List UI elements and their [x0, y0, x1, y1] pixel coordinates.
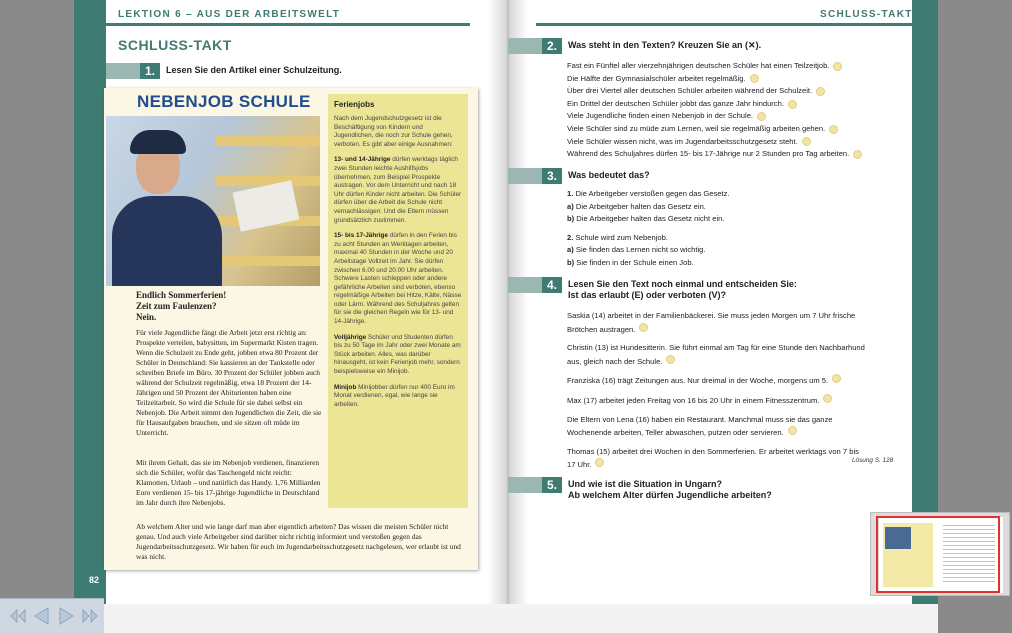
ferienjobs-item-4: Minijob Minijobber dürfen nur 400 Euro im Monat verdienen, egal, wie lange sie arbeiten. — [334, 383, 455, 408]
left-teal-border — [74, 0, 106, 604]
question-1: 1. Die Arbeitgeber verstoßen gegen das Gesetz. — [567, 189, 730, 198]
article-lede: Endlich Sommerferien! Zeit zum Faulenzen? Nein. — [136, 290, 227, 322]
answer-circle[interactable] — [750, 74, 759, 83]
answer-circle[interactable] — [788, 426, 797, 435]
list-item: Christin (13) ist Hundesitterin. Sie führt einmal am Tag für eine Stunde den Nachbarhund aus, gleich nach der Schule. — [567, 343, 865, 366]
answer-circle[interactable] — [639, 323, 648, 332]
next-page-icon[interactable] — [56, 606, 76, 626]
task-4-list — [567, 310, 867, 472]
task-1-text: Lesen Sie den Artikel einer Schulzeitung. — [166, 65, 342, 75]
list-item: Saskia (14) arbeitet in der Familienbäckerei. Sie muss jeden Morgen um 7 Uhr frische Brötchen austragen. — [567, 311, 856, 334]
answer-circle[interactable] — [595, 458, 604, 467]
task-3-text: Was bedeutet das? — [568, 170, 650, 180]
list-item: Fast ein Fünftel aller vierzehnjährigen deutschen Schüler hat einen Teilzeitjob. — [567, 60, 862, 73]
answer-b: b) Die Arbeitgeber halten das Gesetz nicht ein. — [567, 214, 725, 224]
answer-circle[interactable] — [823, 394, 832, 403]
ferienjobs-intro: Nach dem Jugendschutzgesetz ist die Beschäftigung von Kindern und Jugendlichen, die noch zur Schule gehen, verboten. Es gibt aber einige Ausnahmen: — [334, 115, 453, 148]
question-2: 2. Schule wird zum Nebenjob. — [567, 232, 668, 242]
task-4-number: 4. — [542, 277, 562, 293]
list-item: Thomas (15) arbeitet drei Wochen in den Sommerferien. Er arbeitet werktags von 7 bis 17 Uhr. — [567, 446, 859, 470]
article-title: NEBENJOB SCHULE — [137, 92, 311, 111]
answer-a: a) Die Arbeitgeber halten das Gesetz ein. — [567, 201, 706, 211]
task-1 — [106, 63, 342, 79]
task-5 — [508, 477, 772, 501]
task-1-number: 1. — [140, 63, 160, 79]
task-4 — [508, 277, 797, 301]
article — [104, 88, 478, 570]
list-item: Viele Schüler wissen nicht, was im Jugendarbeitsschutzgesetz steht. — [567, 136, 862, 149]
answer-circle[interactable] — [816, 87, 825, 96]
left-running-head: LEKTION 6 – AUS DER ARBEITSWELT — [118, 9, 341, 20]
task-4-text: Lesen Sie den Text noch einmal und entscheiden Sie: Ist das erlaubt (E) oder verboten (V)? — [568, 279, 797, 300]
list-item: Die Hälfte der Gymnasialschüler arbeitet regelmäßig. — [567, 73, 862, 86]
ferienjobs-item-2: 15- bis 17-Jährige dürfen in den Ferien bis zu acht Stunden an Werktagen arbeiten, maximal 40 Stunden in der Woche und 20 Arbeitstage Vollzeit im Jahr. Sie dürfen zwischen 6.00 und 20.00 Uhr arbeiten. Schwere Lasten schleppen oder andere gefährliche Arbeiten sind verboten, ebenso regelmäßige Arbeiten bei Hitze, Kälte, Nässe oder Lärm. Während des Schuljahres gelten für sie die gleichen Regeln wie für 13- und 14-Jährige. — [334, 232, 462, 326]
article-photo — [106, 116, 320, 286]
list-item: Die Eltern von Lena (16) haben ein Restaurant. Manchmal muss sie das ganze Wochenende arbeiten, Teller abwaschen, putzen oder servieren. — [567, 414, 833, 438]
list-item: Max (17) arbeitet jeden Freitag von 16 bis 20 Uhr in einem Fitnesszentrum. — [567, 394, 867, 408]
answer-circle[interactable] — [829, 125, 838, 134]
task-3-number: 3. — [542, 168, 562, 184]
answer-circle[interactable] — [788, 100, 797, 109]
task-2-number: 2. — [542, 38, 562, 54]
answer-circle[interactable] — [853, 150, 862, 159]
ferienjobs-title: Ferienjobs — [334, 100, 375, 109]
answer-circle[interactable] — [832, 374, 841, 383]
list-item: Ein Drittel der deutschen Schüler jobbt das ganze Jahr hindurch. — [567, 98, 862, 111]
list-item: Viele Schüler sind zu müde zum Lernen, weil sie regelmäßig arbeiten gehen. — [567, 123, 862, 136]
answer-circle[interactable] — [666, 355, 675, 364]
list-item: Franziska (16) trägt Zeitungen aus. Nur dreimal in der Woche, morgens um 5. — [567, 374, 867, 388]
answer-circle[interactable] — [833, 62, 842, 71]
list-item: Viele Jugendliche finden einen Nebenjob in der Schule. — [567, 110, 862, 123]
article-para-2: Mit ihrem Gehalt, das sie im Nebenjob verdienen, finanzieren sich die Schüler, wofür das Taschengeld nicht reicht: Klamotten, Urlaub – und natürlich das Handy. 1,76 Milliarden Euro verdienen 15- bis 17-jährige Jugendliche in Deutschland im Jahr durch ihre Nebenjobs. — [136, 458, 321, 507]
book-gutter — [488, 0, 528, 633]
answer-b: b) Sie finden in der Schule einen Job. — [567, 257, 694, 267]
page-number: 82 — [82, 572, 106, 588]
page-navigation — [0, 598, 104, 633]
task-3 — [508, 168, 650, 184]
task-3-list — [567, 188, 730, 270]
first-page-icon[interactable] — [8, 606, 28, 626]
answer-circle[interactable] — [802, 137, 811, 146]
page-bottom — [74, 604, 938, 633]
list-item: Über drei Viertel aller deutschen Schüler arbeiten während der Schulzeit. — [567, 85, 862, 98]
article-para-3: Ab welchem Alter und wie lange darf man aber eigentlich arbeiten? Das wissen die meisten Schüler nicht genau. Und auch viele Arbeitgeber sind darüber nicht richtig informiert und verstoßen gegen das Jugendarbeitsschutzgesetz. Wir haben für euch im Jugendarbeitsschutzgesetz nachgelesen, wer erlaubt ist und was nicht. — [136, 522, 461, 561]
ferienjobs-item-3: Volljährige Schüler und Studenten dürfen bis zu 50 Tage im Jahr oder zwei Monate am Stück arbeiten. Alles, was darüber hinausgeht, ist kein Ferienjob mehr, sondern beispielsweise ein Minijob. — [334, 333, 461, 376]
task-5-number: 5. — [542, 477, 562, 493]
section-title: SCHLUSS-TAKT — [118, 37, 232, 53]
task-2-list — [567, 60, 862, 161]
ferienjobs-item-1: 13- und 14-Jährige dürfen werktags täglich zwei Stunden leichte Aushilfsjobs übernehmen, zum Beispiel Prospekte austragen. Vor dem Unterricht und nach 18 Uhr dürfen Kinder nicht arbeiten. Die Schüler dürfen über die Arbeit die Schule nicht vernachlässigen: Und die Eltern müssen grundsätzlich zustimmen. — [334, 156, 462, 224]
answer-circle[interactable] — [757, 112, 766, 121]
task-2 — [508, 38, 761, 54]
last-page-icon[interactable] — [80, 606, 100, 626]
solution-reference: Lösung S. 128 — [852, 457, 894, 464]
task-2-text: Was steht in den Texten? Kreuzen Sie an (✕). — [568, 40, 762, 50]
ferienjobs-box — [328, 94, 468, 508]
list-item: Während des Schuljahres dürfen 15- bis 17-Jährige nur 2 Stunden pro Tag arbeiten. — [567, 148, 862, 161]
answer-a: a) Sie finden das Lernen nicht so wichtig. — [567, 245, 706, 255]
right-running-head: SCHLUSS-TAKT — [820, 9, 913, 20]
task-5-text: Und wie ist die Situation in Ungarn? Ab welchem Alter dürfen Jugendliche arbeiten? — [568, 479, 772, 500]
prev-page-icon[interactable] — [32, 606, 52, 626]
right-head-rule — [536, 23, 912, 26]
thumbnail-viewport-frame[interactable] — [876, 516, 1000, 593]
article-para-1: Für viele Jugendliche fängt die Arbeit jetzt erst richtig an: Prospekte verteilen, babysitten, im Supermarkt Kisten tragen. Wenn die Schulzeit zu Ende geht, jobben etwa 80 Prozent der Schüler in Deutschland: Sie kassieren an der Tankstelle oder schreiben Briefe im Büro. 30 Prozent der Schüler jobben auch während der Schulzeit regelmäßig, etwa 18 Prozent der 14-Jährigen und 50 Prozent der Abiturienten haben eine Teilzeitarbeit. So wird die Schule für sie dabei selbst ein Nebenjob. Die Arbeit nimmt den Jugendlichen die Zeit, die sie für Hausaufgaben brauchen, und sie sitzen oft müde im Unterricht. — [136, 328, 322, 437]
left-head-rule — [106, 23, 470, 26]
